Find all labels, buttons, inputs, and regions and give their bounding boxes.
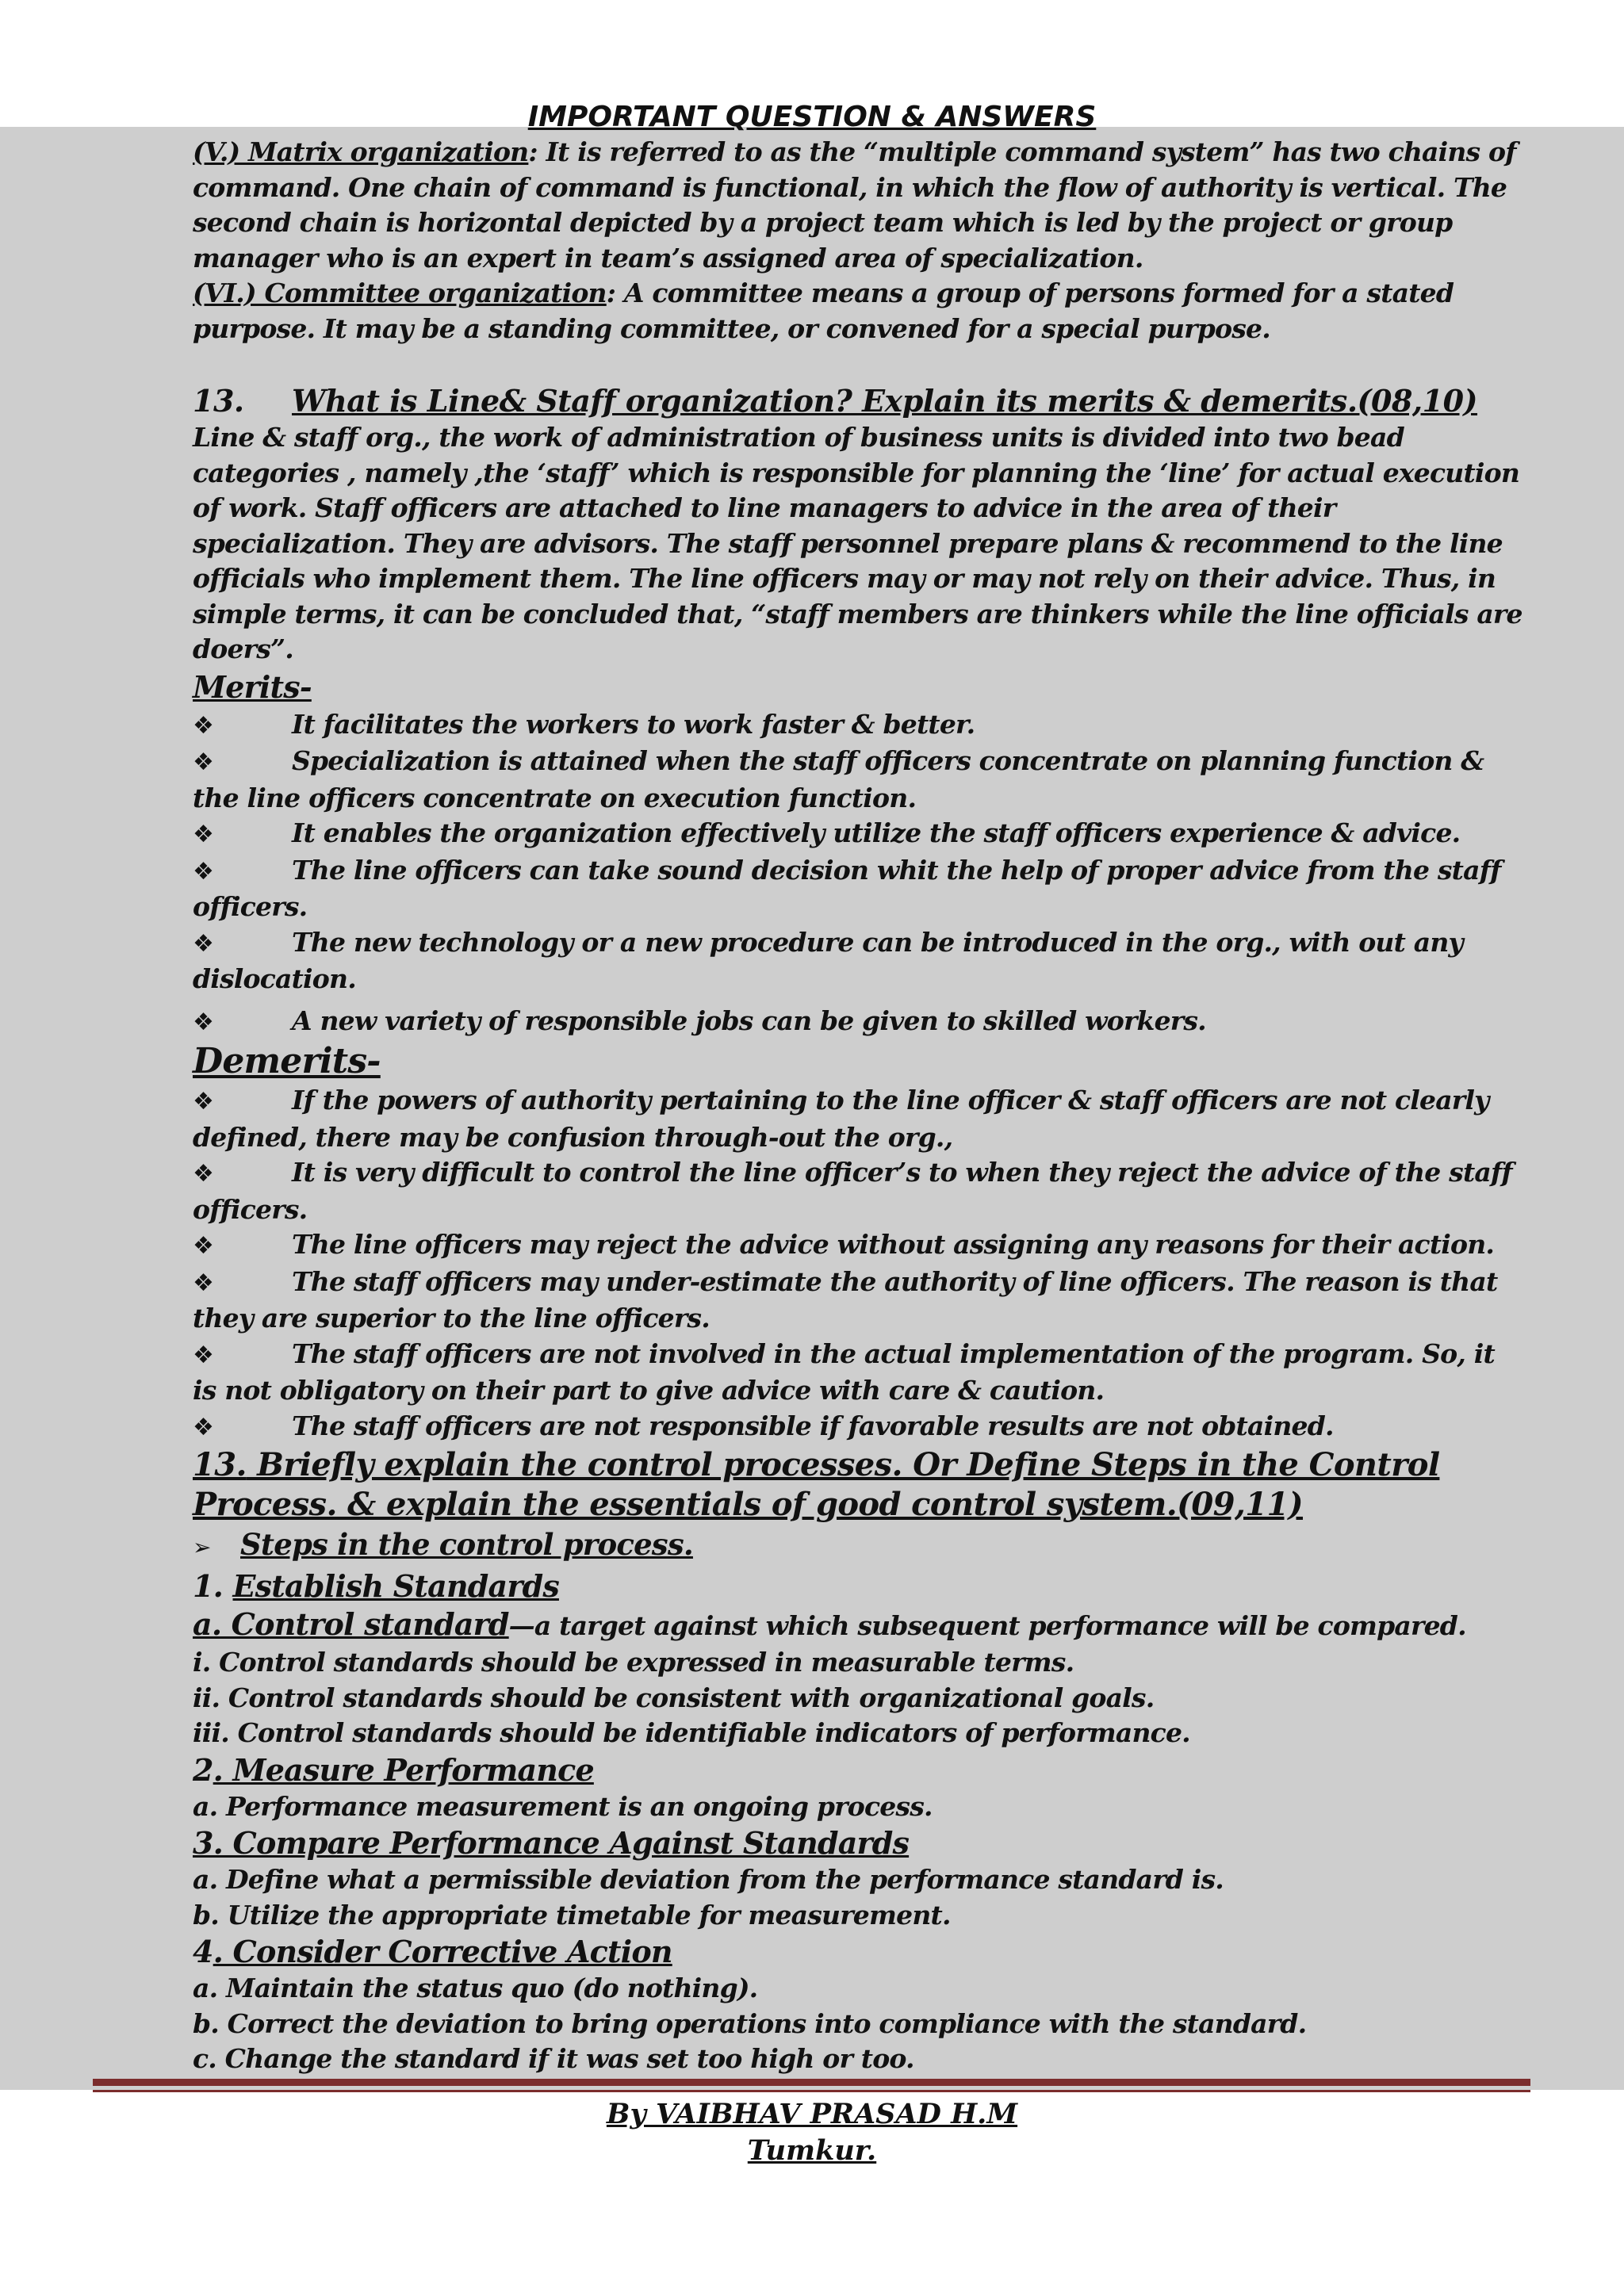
page-header: IMPORTANT QUESTION & ANSWERS [527, 101, 1097, 133]
spacer [193, 346, 1525, 382]
diamond-bullet-icon: ❖ [193, 857, 214, 886]
matrix-paragraph [193, 135, 1525, 276]
diamond-bullet-icon: ❖ [193, 1232, 214, 1260]
steps-heading: ➢ Steps in the control process. [193, 1525, 1525, 1567]
committee-paragraph [193, 276, 1525, 346]
list-item: ❖ The line officers can take sound decision whit the help of proper advice from the staff officers. [193, 854, 1501, 922]
document-body [193, 135, 1525, 2077]
question-title: Briefly explain the control processes. Or Define Steps in the Control Process. & explain the essentials of good control system.(09,11) [193, 1446, 1440, 1523]
list-item: ❖ Specialization is attained when the staff officers concentrate on planning function & the line officers concentrate on execution function. [193, 745, 1484, 813]
diamond-bullet-icon: ❖ [193, 711, 214, 740]
list-item: iii. Control standards should be identifiable indicators of performance. [193, 1717, 1190, 1748]
footer-author: By VAIBHAV PRASAD H.M [606, 2098, 1018, 2130]
line-staff-paragraph: Line & staff org., the work of administration of business units is divided into two bead categories , namely ,the ‘staff’ which is responsible for planning the ‘line’ for actual execution of work. Staff officers are attached to line managers to advice in the area of their specialization. They are advisors. The staff personnel prepare plans & recommend to the line officials who implement them. The line officers may or may not rely on their advice. Thus, in simple terms, it can be concluded that, “staff members are thinkers while the line officials are doers”. [193, 422, 1522, 664]
merits-list [193, 707, 1525, 1041]
question-title: What is Line& Staff organization? Explain its merits & demerits.(08,10) [292, 383, 1478, 419]
list-item: ❖ It enables the organization effectively utilize the staff officers experience & advice. [193, 817, 1461, 848]
list-item: ❖ The line officers may reject the advice without assigning any reasons for their action. [193, 1229, 1495, 1260]
list-item: ii. Control standards should be consistent with organizational goals. [193, 1682, 1155, 1713]
list-item: i. Control standards should be expressed in measurable terms. [193, 1647, 1074, 1678]
question-number: 13. [193, 383, 244, 419]
list-item: a. Define what a permissible deviation from the performance standard is. [193, 1864, 1224, 1895]
matrix-title: (V.) Matrix organization [193, 136, 529, 167]
step-2-title: 2. Measure Performance [193, 1751, 594, 1788]
control-standard-item: a. Control standard—a target against which subsequent performance will be compared. [193, 1606, 1466, 1642]
question-13-heading [193, 382, 1525, 420]
matrix-text: : It is referred to as the “multiple command system” has two chains of command. One chain of command is functional, in which the flow of authority is vertical. The second chain is horizontal depicted by a project team which is led by the project or group manager who is an expert in team’s assigned area of specialization. [193, 136, 1516, 274]
diamond-bullet-icon: ❖ [193, 1341, 214, 1369]
footer-place: Tumkur. [747, 2134, 877, 2167]
committee-text: : A committee means a group of persons formed for a stated purpose. It may be a standing committee, or convened for a special purpose. [193, 277, 1454, 344]
question-13b-heading [193, 1445, 1525, 1525]
diamond-bullet-icon: ❖ [193, 1413, 214, 1441]
list-item: ❖ The staff officers are not responsible if favorable results are not obtained. [193, 1410, 1334, 1441]
diamond-bullet-icon: ❖ [193, 1269, 214, 1297]
diamond-bullet-icon: ❖ [193, 1160, 214, 1188]
list-item: ❖ A new variety of responsible jobs can be given to skilled workers. [193, 1004, 1206, 1036]
committee-title: (VI.) Committee organization [193, 277, 607, 308]
list-item: ❖ The new technology or a new procedure can be introduced in the org., with out any dislocation. [193, 926, 1463, 994]
question-number: 13. [193, 1446, 247, 1483]
diamond-bullet-icon: ❖ [193, 821, 214, 848]
list-item: c. Change the standard if it was set too high or too. [193, 2043, 914, 2074]
list-item: a. Performance measurement is an ongoing process. [193, 1790, 933, 1822]
footer-divider-thin [93, 2090, 1530, 2092]
list-item: ❖ It is very difficult to control the line officer’s to when they reject the advice of the staff officers. [193, 1157, 1512, 1225]
demerits-list [193, 1083, 1525, 1445]
list-item: b. Utilize the appropriate timetable for measurement. [193, 1899, 951, 1931]
footer-divider [93, 2079, 1530, 2086]
diamond-bullet-icon: ❖ [193, 1088, 214, 1115]
diamond-bullet-icon: ❖ [193, 748, 214, 776]
list-item: a. Maintain the status quo (do nothing). [193, 1973, 758, 2003]
list-item: ❖ The staff officers are not involved in the actual implementation of the program. So, it is not obligatory on their part to give advice with care & caution. [193, 1337, 1495, 1406]
list-item: ❖ If the powers of authority pertaining to the line officer & staff officers are not clearly defined, there may be confusion through-out the org., [193, 1085, 1489, 1153]
list-item: b. Correct the deviation to bring operations into compliance with the standard. [193, 2007, 1307, 2039]
list-item: ❖ The staff officers may under-estimate the authority of line officers. The reason is that they are superior to the line officers. [193, 1265, 1498, 1334]
diamond-bullet-icon: ❖ [193, 1008, 214, 1036]
diamond-bullet-icon: ❖ [193, 929, 214, 958]
merits-heading: Merits- [193, 668, 312, 705]
list-item: ❖ It facilitates the workers to work faster & better. [193, 708, 975, 740]
arrow-bullet-icon: ➢ [193, 1534, 211, 1560]
step-3-title: 3. Compare Performance Against Standards [193, 1825, 910, 1861]
step-1-title: 1. Establish Standards [193, 1568, 559, 1604]
step-4-title: 4. Consider Corrective Action [193, 1934, 672, 1969]
demerits-heading: Demerits- [193, 1041, 381, 1081]
